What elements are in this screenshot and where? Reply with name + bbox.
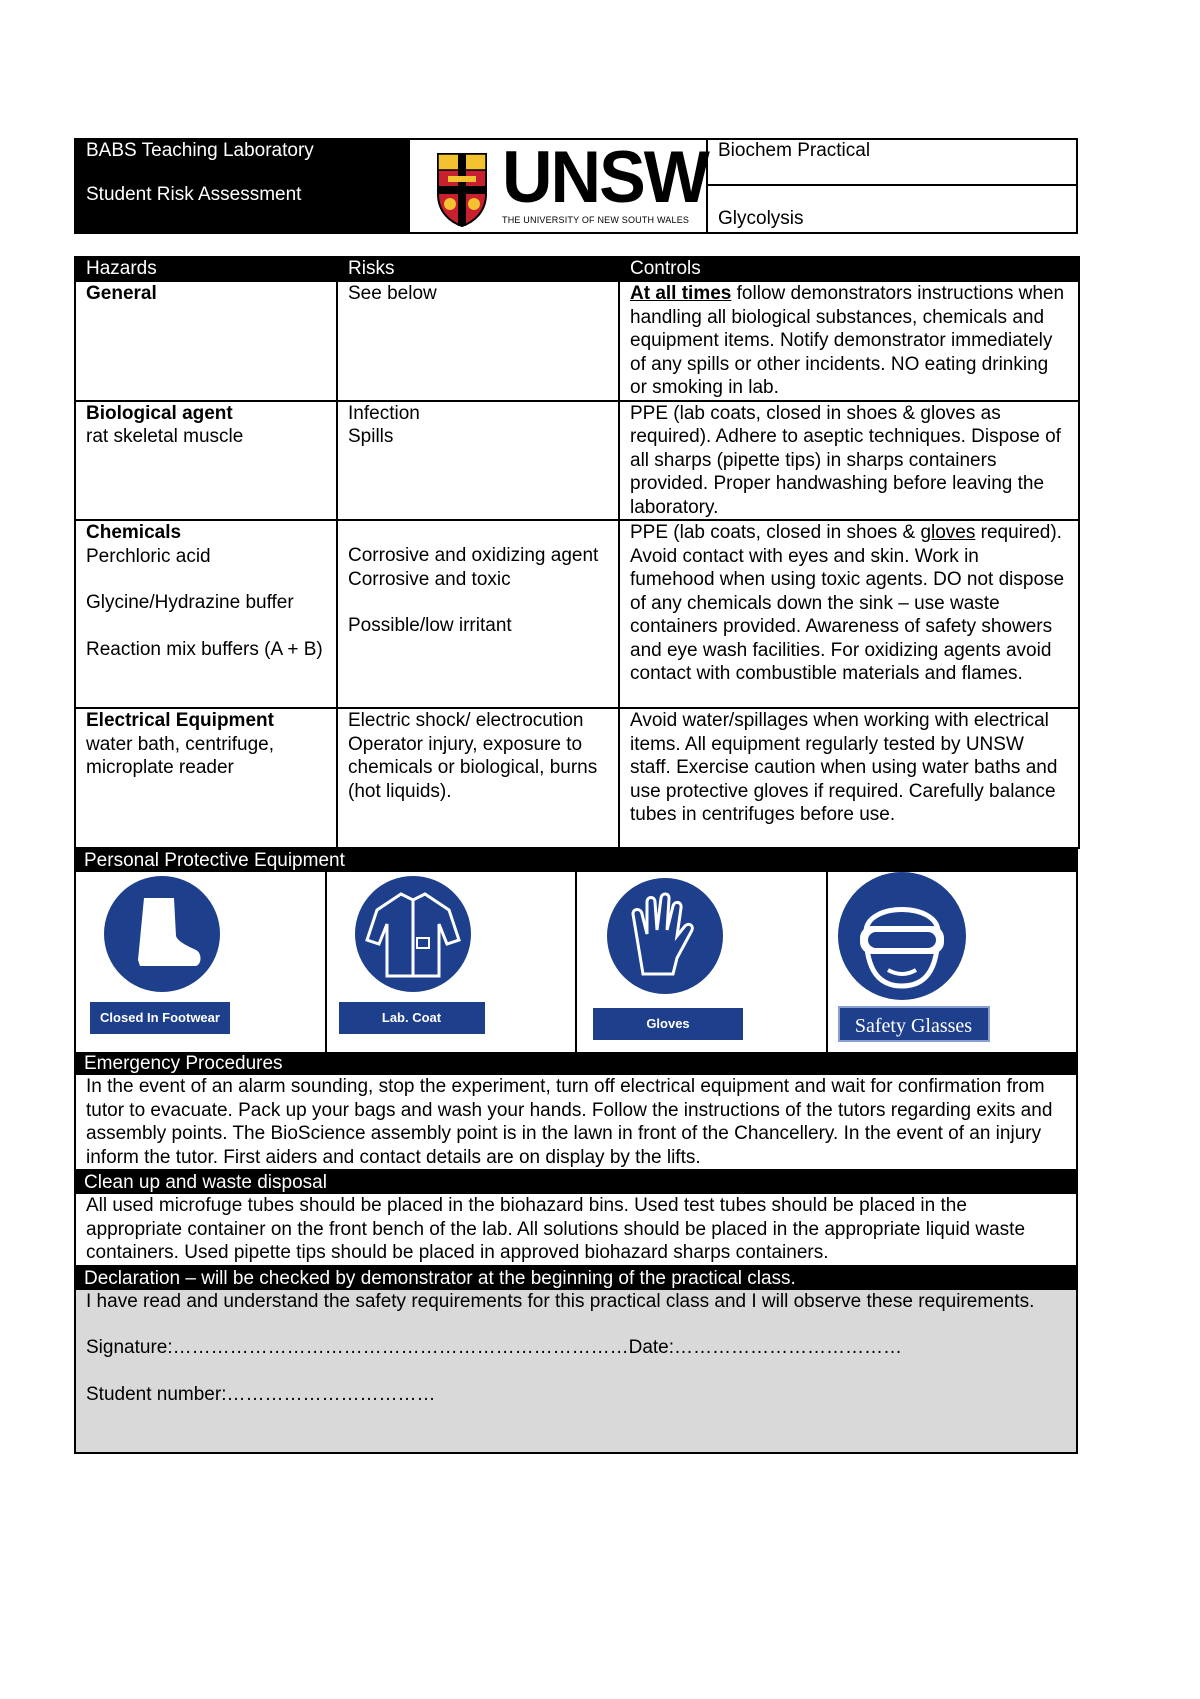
chemical-glycine: Glycine/Hydrazine buffer bbox=[86, 592, 294, 613]
boot-icon bbox=[104, 876, 220, 992]
table-row bbox=[75, 401, 1079, 521]
practical-topic: Glycolysis bbox=[718, 208, 804, 229]
control-biological: PPE (lab coats, closed in shoes & gloves as required). Adhere to aseptic techniques. Dispose of all sharps (pipette tips) in sharps containers provided. Proper handwashing before leaving the laboratory. bbox=[619, 401, 1079, 521]
table-row bbox=[75, 281, 1079, 401]
signature-line[interactable]: Signature:………………………………………………………………Date:……………………………… bbox=[86, 1337, 903, 1358]
risk-general: See below bbox=[348, 283, 437, 304]
declaration-text: I have read and understand the safety requirements for this practical class and I will observe these requirements. bbox=[86, 1290, 1035, 1312]
risk-electrical: Electric shock/ electrocution Operator injury, exposure to chemicals or biological, burns (hot liquids). bbox=[337, 708, 619, 848]
cleanup-text: All used microfuge tubes should be placed in the biohazard bins. Used test tubes should be placed in the appropriate container on the front bench of the lab. All solutions should be placed in the appropriate liquid waste containers. Used pipette tips should be placed in approved biohazard sharps containers. bbox=[74, 1194, 1078, 1267]
lab-name: BABS Teaching Laboratory bbox=[86, 140, 314, 161]
ppe-footwear bbox=[76, 872, 327, 1052]
logo-subtext: THE UNIVERSITY OF NEW SOUTH WALES bbox=[502, 215, 690, 225]
control-general: follow demonstrators instructions when handling all biological substances, chemicals and equipment items. Notify demonstrator immediately of any spills or other incidents. NO eating drinking or smoking in lab. bbox=[630, 283, 1065, 398]
ppe-label-labcoat: Lab. Coat bbox=[339, 1002, 485, 1034]
col-controls: Controls bbox=[619, 257, 1079, 281]
risk-table bbox=[74, 256, 1080, 849]
ppe-heading: Personal Protective Equipment bbox=[74, 849, 1078, 872]
hazard-electrical-detail: water bath, centrifuge, microplate reader bbox=[86, 733, 274, 778]
chemical-perchloric: Perchloric acid bbox=[86, 545, 211, 567]
hazard-general: General bbox=[86, 283, 157, 304]
risk-assessment-form bbox=[74, 138, 1078, 1454]
risk-corrosive-oxidizing: Corrosive and oxidizing agent bbox=[348, 545, 599, 566]
risk-infection: Infection bbox=[348, 402, 420, 424]
safety-glasses-icon bbox=[838, 872, 966, 1000]
table-header-row bbox=[75, 257, 1079, 281]
unsw-crest-icon bbox=[434, 150, 490, 228]
practical-name: Biochem Practical bbox=[708, 140, 1076, 186]
risk-corrosive-toxic: Corrosive and toxic bbox=[348, 568, 511, 590]
control-chemicals-gloves: gloves bbox=[920, 522, 976, 543]
ppe-glasses bbox=[828, 872, 1077, 1052]
declaration-box bbox=[74, 1290, 1078, 1454]
ppe-label-gloves: Gloves bbox=[593, 1008, 743, 1040]
col-risks: Risks bbox=[337, 257, 619, 281]
header-title-block bbox=[74, 138, 410, 234]
unsw-logo bbox=[410, 138, 706, 234]
chemical-reaction-mix: Reaction mix buffers (A + B) bbox=[86, 638, 323, 660]
emergency-text: In the event of an alarm sounding, stop the experiment, turn off electrical equipment and wait for confirmation from tutor to evacuate. Pack up your bags and wash your hands. Follow the instructions of the tutors regarding exits and assembly points. The BioScience assembly point is in the lawn in front of the Chancellery. In the event of an injury inform the tutor. First aiders and contact details are on display by the lifts. bbox=[74, 1075, 1078, 1171]
risk-spills: Spills bbox=[348, 426, 394, 447]
declaration-heading: Declaration – will be checked by demonstrator at the beginning of the practical class. bbox=[74, 1267, 1078, 1290]
hazard-electrical: Electrical Equipment bbox=[86, 710, 274, 731]
ppe-gloves bbox=[577, 872, 828, 1052]
student-number-line[interactable]: Student number:…………………………… bbox=[86, 1383, 436, 1405]
ppe-labcoat bbox=[327, 872, 578, 1052]
gloves-icon bbox=[607, 878, 723, 994]
cleanup-heading: Clean up and waste disposal bbox=[74, 1171, 1078, 1194]
col-hazards: Hazards bbox=[75, 257, 337, 281]
hazard-biological-detail: rat skeletal muscle bbox=[86, 426, 244, 447]
control-electrical: Avoid water/spillages when working with electrical items. All equipment regularly tested by UNSW staff. Exercise caution when using water baths and use protective gloves if required. Carefully balance tubes in centrifuges before use. bbox=[619, 708, 1079, 848]
emergency-heading: Emergency Procedures bbox=[74, 1052, 1078, 1075]
form-header bbox=[74, 138, 1078, 234]
ppe-icons-row bbox=[74, 872, 1078, 1052]
control-general-lead: At all times bbox=[630, 283, 732, 304]
form-name: Student Risk Assessment bbox=[86, 184, 302, 205]
lab-coat-icon bbox=[355, 876, 471, 992]
ppe-label-glasses: Safety Glasses bbox=[838, 1006, 990, 1042]
table-row bbox=[75, 708, 1079, 848]
table-row bbox=[75, 520, 1079, 708]
control-chemicals-b: required). Avoid contact with eyes and skin. Work in fumehood when using toxic agents. DO not dispose of any chemicals down the sink – use waste containers provided. Awareness of safety showers and eye wash facilities. For oxidizing agents avoid contact with combustible materials and flames. bbox=[630, 522, 1065, 684]
risk-irritant: Possible/low irritant bbox=[348, 615, 512, 636]
control-chemicals-a: PPE (lab coats, closed in shoes & bbox=[630, 522, 921, 543]
hazard-biological: Biological agent bbox=[86, 402, 233, 424]
hazard-chemicals: Chemicals bbox=[86, 522, 182, 543]
ppe-label-footwear: Closed In Footwear bbox=[90, 1002, 230, 1034]
header-practical-block bbox=[706, 138, 1078, 234]
logo-wordmark: UNSW bbox=[502, 136, 708, 218]
